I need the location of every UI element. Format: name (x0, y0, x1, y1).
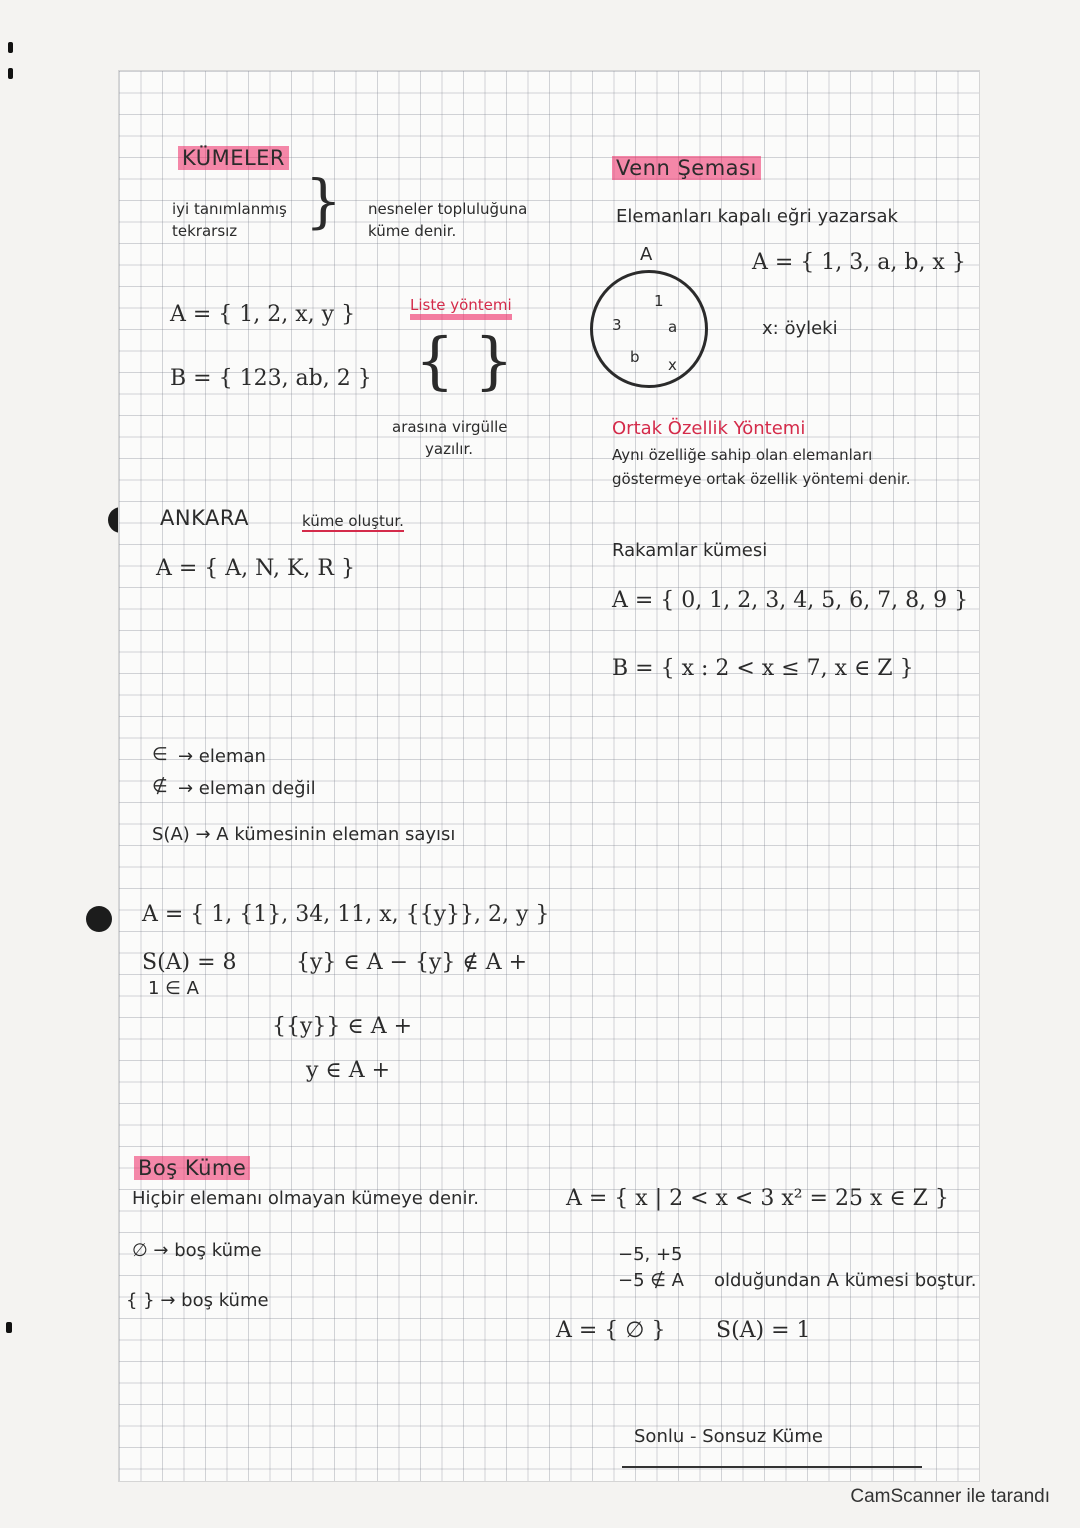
venn-point: 1 (654, 292, 664, 310)
empty-set-example: A = { x | 2 < x < 3 x² = 25 x ∈ Z } (566, 1186, 949, 1211)
digits-title: Rakamlar kümesi (612, 540, 768, 561)
venn-set-label: A (640, 244, 653, 265)
membership-check: y ∈ A + (306, 1058, 391, 1083)
edge-mark (8, 68, 13, 79)
membership-check: {y} ∈ A − {y} ∉ A + (296, 950, 528, 975)
list-method-label: Liste yöntemi (410, 296, 512, 320)
definition-text: küme denir. (368, 222, 457, 240)
definition-item: tekrarsız (172, 222, 238, 240)
example-membership: 1 ∈ A (148, 978, 199, 999)
venn-point: b (630, 348, 640, 366)
venn-set: A = { 1, 3, a, b, x } (752, 250, 966, 275)
scanner-watermark: CamScanner ile tarandı (850, 1486, 1050, 1507)
venn-point: a (668, 318, 678, 336)
punch-hole (86, 906, 112, 932)
set-a-list: A = { 1, 2, x, y } (170, 302, 356, 327)
list-method-note: yazılır. (425, 440, 474, 458)
definition-item: iyi tanımlanmış (172, 200, 287, 218)
empty-set-conclusion: olduğundan A kümesi boştur. (714, 1270, 977, 1291)
finite-infinite-title: Sonlu - Sonsuz Küme (634, 1426, 823, 1447)
venn-point: x (668, 356, 677, 374)
not-element-of-text: → eleman değil (178, 778, 316, 799)
example-set: A = { 1, {1}, 34, 11, x, {{y}}, 2, y } (142, 902, 550, 927)
common-property-title: Ortak Özellik Yöntemi (612, 418, 806, 439)
solution-step: −5, +5 (618, 1244, 683, 1265)
example-cardinality: S(A) = 8 (142, 950, 237, 975)
set-builder-b: B = { x : 2 < x ≤ 7, x ∈ Z } (612, 656, 914, 681)
element-of-text: → eleman (178, 746, 266, 767)
not-element-of-symbol: ∉ (152, 776, 168, 797)
empty-set-title: Boş Küme (134, 1156, 250, 1180)
empty-set-definition: Hiçbir elemanı olmayan kümeye denir. (132, 1188, 479, 1209)
empty-set-result: A = { ∅ } (556, 1318, 666, 1343)
list-method-braces: { } (415, 324, 514, 397)
empty-set-symbol: { } → boş küme (126, 1290, 269, 1311)
definition-text: nesneler topluluğuna (368, 200, 528, 218)
cardinality-definition: S(A) → A kümesinin eleman sayısı (152, 824, 456, 845)
venn-diagram (590, 270, 708, 388)
ankara-word: ANKARA (160, 506, 249, 530)
membership-check: {{y}} ∈ A + (272, 1014, 413, 1039)
element-of-symbol: ∈ (152, 744, 168, 765)
venn-title: Venn Şeması (612, 156, 761, 180)
common-property-definition: göstermeye ortak özellik yöntemi denir. (612, 470, 911, 488)
such-that-note: x: öyleki (762, 318, 838, 339)
finite-infinite-underline (622, 1466, 922, 1468)
definition-brace: } (305, 167, 342, 235)
edge-mark (6, 1322, 12, 1333)
set-b-list: B = { 123, ab, 2 } (170, 366, 372, 391)
page-title: KÜMELER (178, 146, 289, 170)
empty-set-cardinality: S(A) = 1 (716, 1318, 811, 1343)
venn-point: 3 (612, 316, 622, 334)
ankara-note: küme oluştur. (302, 512, 404, 530)
ankara-set: A = { A, N, K, R } (156, 556, 355, 581)
solution-step: −5 ∉ A (618, 1270, 684, 1291)
venn-definition: Elemanları kapalı eğri yazarsak (616, 206, 898, 227)
edge-mark (8, 42, 13, 53)
list-method-note: arasına virgülle (392, 418, 508, 436)
common-property-definition: Aynı özelliğe sahip olan elemanları (612, 446, 873, 464)
digits-set: A = { 0, 1, 2, 3, 4, 5, 6, 7, 8, 9 } (612, 588, 969, 613)
empty-set-symbol: ∅ → boş küme (132, 1240, 262, 1261)
